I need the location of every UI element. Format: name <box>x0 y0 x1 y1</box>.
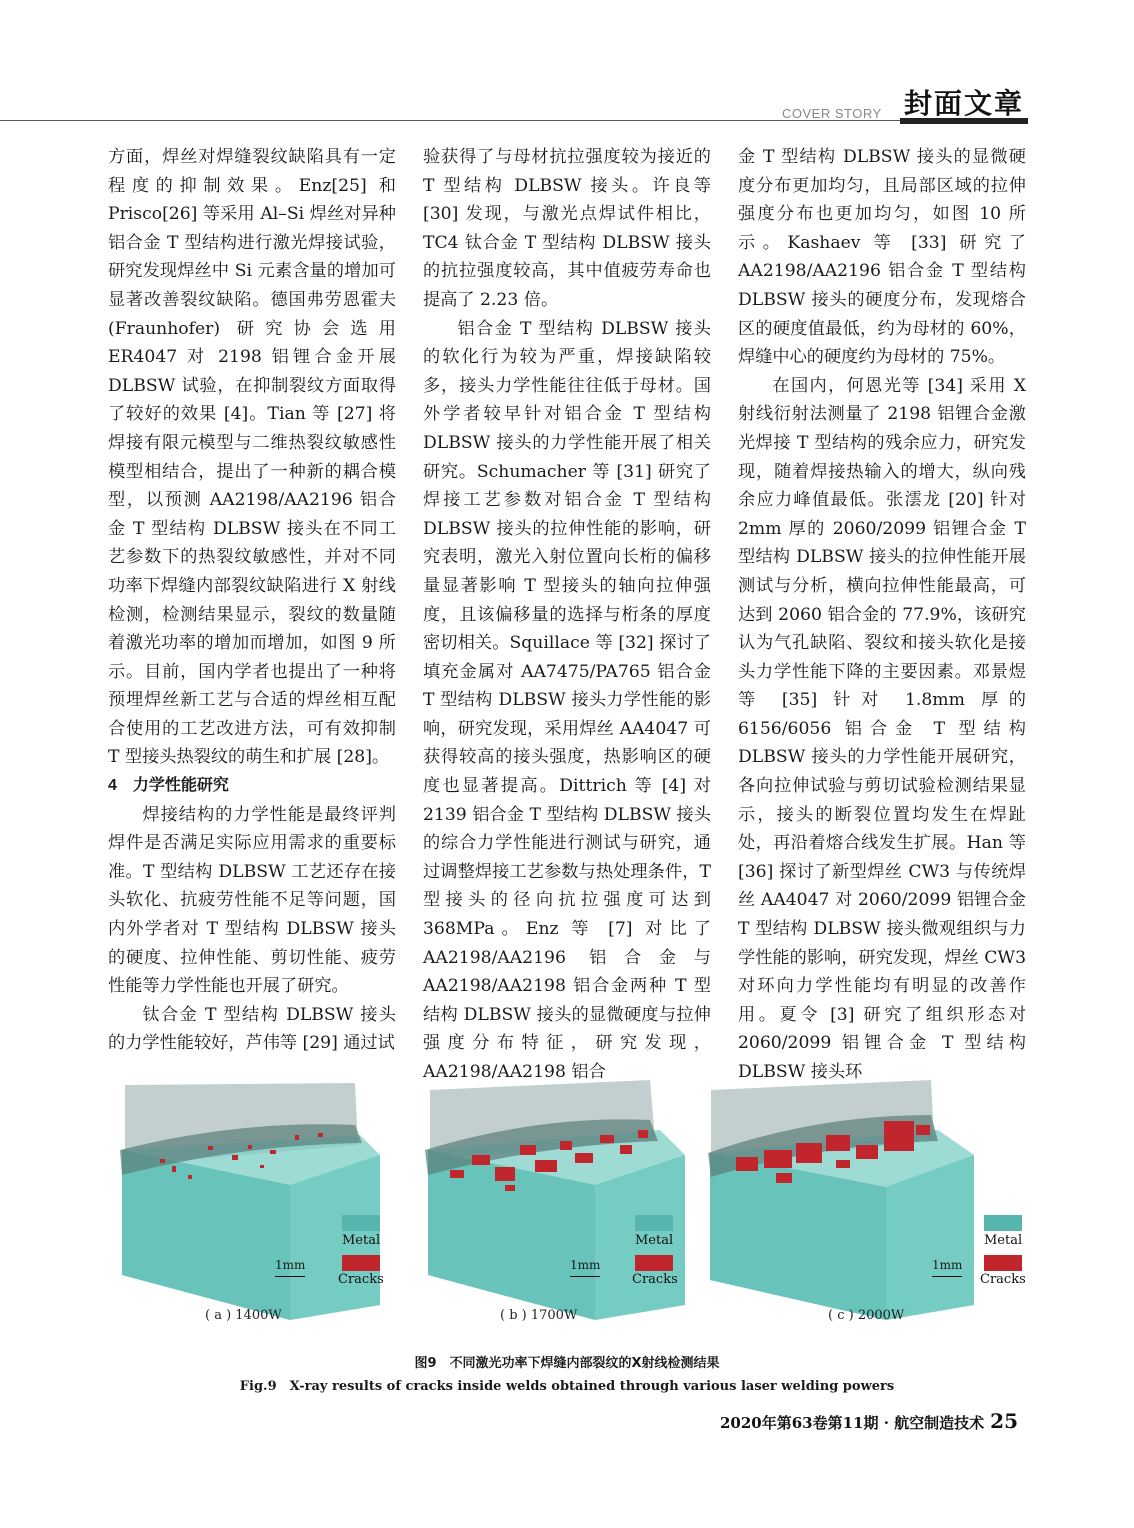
col3-paragraph-1: 金 T 型结构 DLBSW 接头的显微硬度分布更加均匀，且局部区域的拉伸强度分布也更加均匀，如图 10 所示。Kashaev 等 [33] 研究了 AA2198/AA2196 铝合金 T 型结构 DLBSW 接头的硬度分布，发现熔合区的硬度值最低，约为母材的 60%，焊缝中心的硬度约为母材的 75%。 <box>738 147 1026 368</box>
weld-render-c <box>706 1075 1006 1335</box>
column-3 <box>738 143 1026 1087</box>
legend-metal-swatch-a <box>342 1215 380 1231</box>
panel-label-b: ( b ) 1700W <box>500 1308 578 1323</box>
col1-paragraph-1: 方面，焊丝对焊缝裂纹缺陷具有一定程度的抑制效果。Enz[25] 和 Prisco[26] 等采用 Al–Si 焊丝对异种铝合金 T 型结构进行激光焊接试验，研究发现焊丝中 Si 元素含量的增加可显著改善裂纹缺陷。德国弗劳恩霍夫 (Fraunhofer) 研究协会选用 ER4047 对 2198 铝锂合金开展 DLBSW 试验，在抑制裂纹方面取得了较好的效果 [4]。Tian 等 [27] 将焊接有限元模型与二维热裂纹敏感性模型相结合，提出了一种新的耦合模型，以预测 AA2198/AA2196 铝合金 T 型结构 DLBSW 接头在不同工艺参数下的热裂纹敏感性，并对不同功率下焊缝内部裂纹缺陷进行 X 射线检测，检测结果显示，裂纹的数量随着激光功率的增加而增加，如图 9 所示。目前，国内学者也提出了一种将预埋焊丝新工艺与合适的焊丝相互配合使用的工艺改进方法，可有效抑制 T 型接头热裂纹的萌生和扩展 [28]。 <box>108 147 396 768</box>
column-1 <box>108 143 396 1058</box>
scale-label-a: 1mm <box>275 1258 306 1272</box>
page-footer <box>720 1409 1018 1433</box>
legend-metal-swatch-b <box>635 1215 673 1231</box>
journal-info: 2020年第63卷第11期 · 航空制造技术 <box>720 1414 985 1432</box>
scale-bar-a <box>275 1276 305 1277</box>
legend-cracks-swatch-b <box>635 1255 673 1271</box>
scale-bar-b <box>570 1276 600 1277</box>
header-english: COVER STORY <box>782 106 882 121</box>
col1-paragraph-3: 钛合金 T 型结构 DLBSW 接头的力学性能较好，芦伟等 [29] 通过试 <box>108 1004 396 1054</box>
col2-paragraph-2: 铝合金 T 型结构 DLBSW 接头的软化行为较为严重，焊接缺陷较多，接头力学性能往往低于母材。国外学者较早针对铝合金 T 型结构 DLBSW 接头的力学性能开展了相关研究。Schumacher 等 [31] 研究了焊接工艺参数对铝合金 T 型结构 DLBSW 接头的拉伸性能的影响，研究表明，激光入射位置向长桁的偏移量显著影响 T 型接头的轴向拉伸强度，且该偏移量的选择与桁条的厚度密切相关。Squillace 等 [32] 探讨了填充金属对 AA7475/PA765 铝合金 T 型结构 DLBSW 接头力学性能的影响，研究发现，采用焊丝 AA4047 可获得较高的接头强度，热影响区的硬度也显著提高。Dittrich 等 [4] 对 2139 铝合金 T 型结构 DLBSW 接头的综合力学性能进行测试与研究，通过调整焊接工艺参数与热处理条件，T 型接头的径向抗拉强度可达到 368MPa。Enz 等 [7] 对比了 AA2198/AA2196 铝合金与 AA2198/AA2198 铝合金两种 T 型结构 DLBSW 接头的显微硬度与拉伸强度分布特征，研究发现，AA2198/AA2198 铝合 <box>423 318 711 1082</box>
section-heading: 4 力学性能研究 <box>108 777 229 795</box>
column-2 <box>423 143 711 1087</box>
scale-label-b: 1mm <box>570 1258 601 1272</box>
legend-cracks-swatch-c <box>984 1255 1022 1271</box>
figure-panel-b <box>410 1075 710 1335</box>
panel-label-a: ( a ) 1400W <box>205 1308 282 1323</box>
panel-label-c: ( c ) 2000W <box>828 1308 905 1323</box>
legend-cracks-label-c: Cracks <box>980 1272 1026 1287</box>
figure-panel-a <box>100 1075 400 1335</box>
col1-paragraph-2: 焊接结构的力学性能是最终评判焊件是否满足实际应用需求的重要标准。T 型结构 DLBSW 工艺还存在接头软化、抗疲劳性能不足等问题，国内外学者对 T 型结构 DLBSW 接头的硬度、拉伸性能、剪切性能、疲劳性能等力学性能也开展了研究。 <box>108 804 396 997</box>
legend-cracks-label-a: Cracks <box>338 1272 384 1287</box>
scale-bar-c <box>932 1276 962 1277</box>
col3-paragraph-2: 在国内，何恩光等 [34] 采用 X 射线衍射法测量了 2198 铝锂合金激光焊接 T 型结构的残余应力，研究发现，随着焊接热输入的增大，纵向残余应力峰值最低。张澐龙 [20] 针对 2mm 厚的 2060/2099 铝锂合金 T 型结构 DLBSW 接头的拉伸性能开展测试与分析，横向拉伸性能最高，可达到 2060 铝合金的 77.9%，该研究认为气孔缺陷、裂纹和接头软化是接头力学性能下降的主要因素。邓景煜等 [35] 针对 1.8mm 厚的 6156/6056 铝合金 T 型结构 DLBSW 接头的力学性能开展研究，各向拉伸试验与剪切试验检测结果显示，接头的断裂位置均发生在焊趾处，再沿着熔合线发生扩展。Han 等 [36] 探讨了新型焊丝 CW3 与传统焊丝 AA4047 对 2060/2099 铝锂合金 T 型结构 DLBSW 接头微观组织与力学性能的影响，研究发现，焊丝 CW3 对环向力学性能均有明显的改善作用。夏令 [3] 研究了组织形态对 2060/2099 铝锂合金 T 型结构 DLBSW 接头环 <box>738 375 1026 1082</box>
figure-caption-chinese: 图9 不同激光功率下焊缝内部裂纹的X射线检测结果 <box>414 1356 720 1371</box>
col2-paragraph-1: 验获得了与母材抗拉强度较为接近的 T 型结构 DLBSW 接头。许良等 [30] 发现，与激光点焊试件相比，TC4 钛合金 T 型结构 DLBSW 接头的抗拉强度较高，其中值疲劳寿命也提高了 2.23 倍。 <box>423 147 711 310</box>
legend-metal-label-c: Metal <box>984 1233 1023 1248</box>
legend-metal-swatch-c <box>984 1215 1022 1231</box>
figure-panel-c <box>706 1075 1006 1335</box>
scale-label-c: 1mm <box>932 1258 963 1272</box>
legend-metal-label-a: Metal <box>342 1233 381 1248</box>
header-chinese: 封面文章 <box>904 87 1025 120</box>
figure-9 <box>100 1075 1040 1335</box>
legend-cracks-label-b: Cracks <box>632 1272 678 1287</box>
weld-render-a <box>100 1075 400 1335</box>
legend-metal-label-b: Metal <box>635 1233 674 1248</box>
legend-cracks-swatch-a <box>342 1255 380 1271</box>
weld-render-b <box>410 1075 710 1335</box>
page-number: 25 <box>990 1409 1019 1433</box>
figure-caption-english: Fig.9 X-ray results of cracks inside welds obtained through various laser welding powers <box>239 1379 895 1394</box>
